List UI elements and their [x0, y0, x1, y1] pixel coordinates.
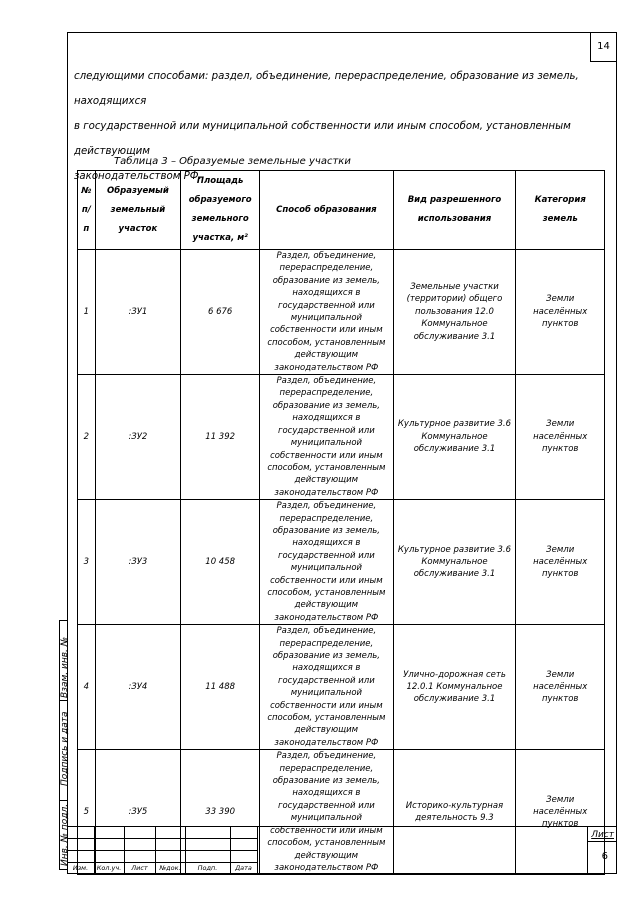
cell-category: Земли населённых пунктов: [516, 250, 605, 375]
tb-label-podp: Подп.: [197, 864, 218, 872]
cell-area: 11 488: [181, 625, 260, 750]
cell-area: 33 390: [181, 750, 260, 875]
tb-line: [67, 838, 257, 839]
cell-use: Земельные участки (территории) общего пользования 12.0 Коммунальное обслуживание 3.1: [393, 250, 516, 375]
cell-lot: :ЗУ1: [95, 250, 180, 375]
cell-num: 1: [78, 250, 96, 375]
land-lots-table: [77, 170, 605, 875]
cell-method: Раздел, объединение, перераспределение, образование из земель, находящихся в государственной или муниципальной собственности или иным способом, установленным действующим законодательством РФ: [260, 250, 393, 375]
tb-label-ndok: №док.: [159, 864, 181, 872]
sheet-number: 6: [601, 851, 608, 862]
tb-line: [587, 827, 588, 874]
tb-line: [67, 850, 257, 851]
header-method: Способ образования: [260, 171, 393, 250]
title-block: [67, 826, 617, 874]
cell-num: 4: [78, 625, 96, 750]
header-num: № п/п: [78, 171, 96, 250]
tb-label-data: Дата: [235, 864, 252, 872]
cell-num: 5: [78, 750, 96, 875]
sheet-label: Лист: [591, 830, 614, 840]
cell-num: 2: [78, 375, 96, 500]
page-number: 14: [590, 33, 616, 62]
table-caption: Таблица 3 – Образуемые земельные участки: [114, 156, 351, 167]
cell-category: Земли населённых пунктов: [516, 375, 605, 500]
cell-lot: :ЗУ4: [95, 625, 180, 750]
tb-label-koluch: Кол.уч.: [96, 864, 122, 872]
tb-line: [587, 841, 617, 842]
intro-line: следующими способами: раздел, объединение, перераспределение, образование из земель, находящихся: [74, 71, 579, 107]
tb-label-list: Лист: [131, 864, 148, 872]
side-label-replace-inv: Взам. инв. №: [60, 636, 70, 698]
table-row: [78, 625, 605, 750]
side-label-inv-orig: Инв. № подл.: [60, 803, 70, 866]
cell-category: Земли населённых пунктов: [516, 625, 605, 750]
header-category: Категория земель: [516, 171, 605, 250]
header-lot: Образуемый земельный участок: [95, 171, 180, 250]
cell-area: 11 392: [181, 375, 260, 500]
cell-use: Историко-культурная деятельность 9.3: [393, 750, 516, 875]
cell-area: 10 458: [181, 500, 260, 625]
header-area: Площадь образуемого земельного участка, м²: [181, 171, 260, 250]
cell-method: Раздел, объединение, перераспределение, образование из земель, находящихся в государственной или муниципальной собственности или иным способом, установленным действующим законодательством РФ: [260, 750, 393, 875]
cell-use: Улично-дорожная сеть 12.0.1 Коммунальное обслуживание 3.1: [393, 625, 516, 750]
cell-lot: :ЗУ5: [95, 750, 180, 875]
cell-lot: :ЗУ2: [95, 375, 180, 500]
cell-method: Раздел, объединение, перераспределение, образование из земель, находящихся в государственной или муниципальной собственности или иным способом, установленным действующим законодательством РФ: [260, 500, 393, 625]
header-use: Вид разрешенного использования: [393, 171, 516, 250]
cell-num: 3: [78, 500, 96, 625]
cell-category: Земли населённых пунктов: [516, 500, 605, 625]
intro-line: в государственной или муниципальной собственности или иным способом, установленным действующим: [74, 121, 571, 157]
cell-method: Раздел, объединение, перераспределение, образование из земель, находящихся в государственной или муниципальной собственности или иным способом, установленным действующим законодательством РФ: [260, 625, 393, 750]
cell-category: Земли населённых пунктов: [516, 750, 605, 875]
table-header-row: [78, 171, 605, 250]
cell-method: Раздел, объединение, перераспределение, образование из земель, находящихся в государственной или муниципальной собственности или иным способом, установленным действующим законодательством РФ: [260, 375, 393, 500]
cell-use: Культурное развитие 3.6 Коммунальное обслуживание 3.1: [393, 500, 516, 625]
table-row: [78, 250, 605, 375]
cell-use: Культурное развитие 3.6 Коммунальное обслуживание 3.1: [393, 375, 516, 500]
side-label-sign-date: Подпись и дата: [60, 711, 70, 786]
cell-lot: :ЗУ3: [95, 500, 180, 625]
intro-line: законодательством РФ.: [74, 171, 202, 182]
tb-label-izm: Изм.: [72, 864, 89, 872]
table-row: [78, 375, 605, 500]
cell-area: 6 676: [181, 250, 260, 375]
table-row: [78, 500, 605, 625]
tb-line: [67, 862, 257, 863]
tb-line: [257, 827, 258, 874]
